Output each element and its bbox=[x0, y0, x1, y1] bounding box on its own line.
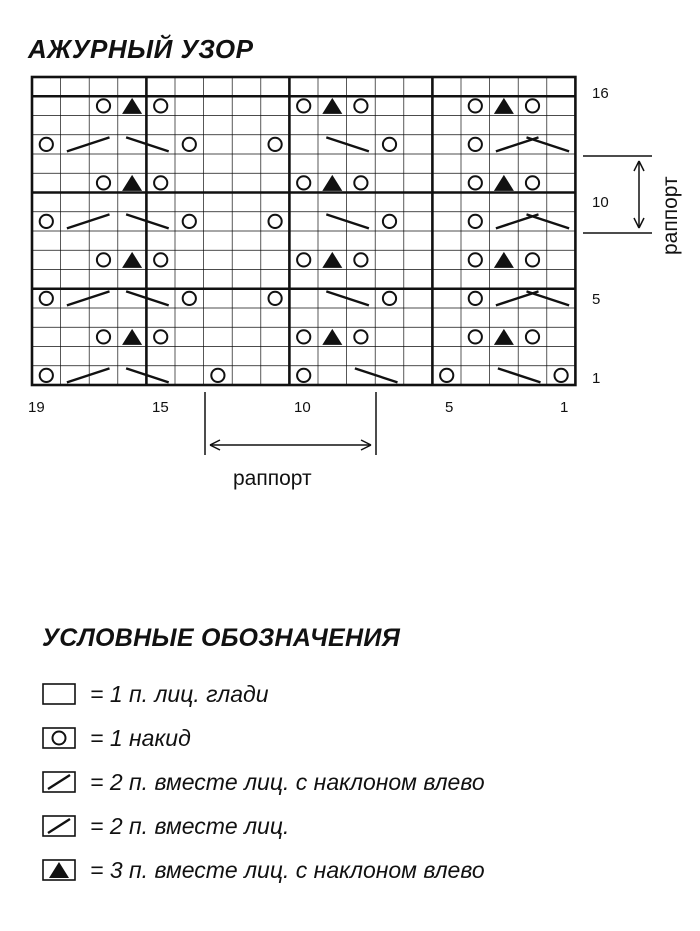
yarn-over-mark bbox=[97, 330, 110, 343]
legend-item-yarn-over bbox=[42, 716, 485, 760]
yarn-over-mark bbox=[40, 215, 53, 228]
yarn-over-mark bbox=[154, 99, 167, 112]
yarn-over-mark bbox=[40, 369, 53, 382]
legend-item-k2tog bbox=[42, 804, 485, 848]
yarn-over-mark bbox=[526, 253, 539, 266]
yarn-over-mark bbox=[211, 369, 224, 382]
yarn-over-mark bbox=[269, 215, 282, 228]
row-number-1: 1 bbox=[592, 370, 601, 387]
yarn-over-mark bbox=[469, 176, 482, 189]
yarn-over-mark bbox=[297, 330, 310, 343]
legend-list bbox=[42, 672, 485, 892]
knit-stitch-icon bbox=[42, 683, 76, 705]
yarn-over-mark bbox=[40, 138, 53, 151]
yarn-over-mark bbox=[440, 369, 453, 382]
legend-item-k3tog-left bbox=[42, 848, 485, 892]
yarn-over-mark bbox=[40, 292, 53, 305]
yarn-over-mark bbox=[297, 99, 310, 112]
yarn-over-mark bbox=[469, 138, 482, 151]
legend-label: = 2 п. вместе лиц. с наклоном влево bbox=[90, 768, 485, 795]
yarn-over-mark bbox=[183, 138, 196, 151]
col-number-19: 19 bbox=[28, 399, 45, 416]
yarn-over-mark bbox=[526, 99, 539, 112]
row-number-10: 10 bbox=[592, 194, 609, 211]
yarn-over-mark bbox=[526, 176, 539, 189]
yarn-over-mark bbox=[469, 330, 482, 343]
col-number-5: 5 bbox=[445, 399, 454, 416]
yarn-over-mark bbox=[269, 138, 282, 151]
yarn-over-mark bbox=[383, 138, 396, 151]
yarn-over-mark bbox=[469, 292, 482, 305]
yarn-over-mark bbox=[183, 215, 196, 228]
yarn-over-mark bbox=[526, 330, 539, 343]
legend-label: = 1 п. лиц. глади bbox=[90, 680, 269, 707]
k2tog-icon bbox=[42, 815, 76, 837]
legend-label: = 2 п. вместе лиц. bbox=[90, 812, 290, 839]
legend-title: УСЛОВНЫЕ ОБОЗНАЧЕНИЯ bbox=[42, 624, 401, 652]
yarn-over-mark bbox=[269, 292, 282, 305]
col-number-15: 15 bbox=[152, 399, 169, 416]
yarn-over-mark bbox=[354, 176, 367, 189]
yarn-over-mark bbox=[469, 99, 482, 112]
yarn-over-mark bbox=[383, 215, 396, 228]
legend-item-k2tog-left bbox=[42, 760, 485, 804]
yarn-over-mark bbox=[354, 99, 367, 112]
yarn-over-mark bbox=[555, 369, 568, 382]
col-number-10: 10 bbox=[294, 399, 311, 416]
yarn-over-mark bbox=[183, 292, 196, 305]
yarn-over-mark bbox=[97, 99, 110, 112]
yarn-over-mark bbox=[297, 176, 310, 189]
yarn-over-mark bbox=[97, 176, 110, 189]
pattern-title: АЖУРНЫЙ УЗОР bbox=[28, 34, 254, 64]
yarn-over-mark bbox=[354, 253, 367, 266]
yarn-over-mark bbox=[297, 369, 310, 382]
rapport-horizontal-marker bbox=[205, 392, 376, 455]
k3tog-left-icon bbox=[42, 859, 76, 881]
yarn-over-mark bbox=[97, 253, 110, 266]
yarn-over-mark bbox=[383, 292, 396, 305]
row-number-5: 5 bbox=[592, 291, 601, 308]
yarn-over-mark bbox=[154, 330, 167, 343]
k2tog-left-icon bbox=[42, 771, 76, 793]
yarn-over-mark bbox=[154, 176, 167, 189]
yarn-over-mark bbox=[154, 253, 167, 266]
yarn-over-icon bbox=[42, 727, 76, 749]
yarn-over-mark bbox=[469, 215, 482, 228]
legend-label: = 3 п. вместе лиц. с наклоном влево bbox=[90, 856, 485, 883]
legend-label: = 1 накид bbox=[90, 724, 191, 751]
yarn-over-mark bbox=[354, 330, 367, 343]
rapport-horizontal-label: раппорт bbox=[233, 467, 312, 490]
row-number-16: 16 bbox=[592, 85, 609, 102]
yarn-over-mark bbox=[297, 253, 310, 266]
legend-item-knit bbox=[42, 672, 485, 716]
yarn-over-mark bbox=[469, 253, 482, 266]
col-number-1: 1 bbox=[560, 399, 569, 416]
rapport-vertical-label: раппорт bbox=[659, 176, 682, 255]
